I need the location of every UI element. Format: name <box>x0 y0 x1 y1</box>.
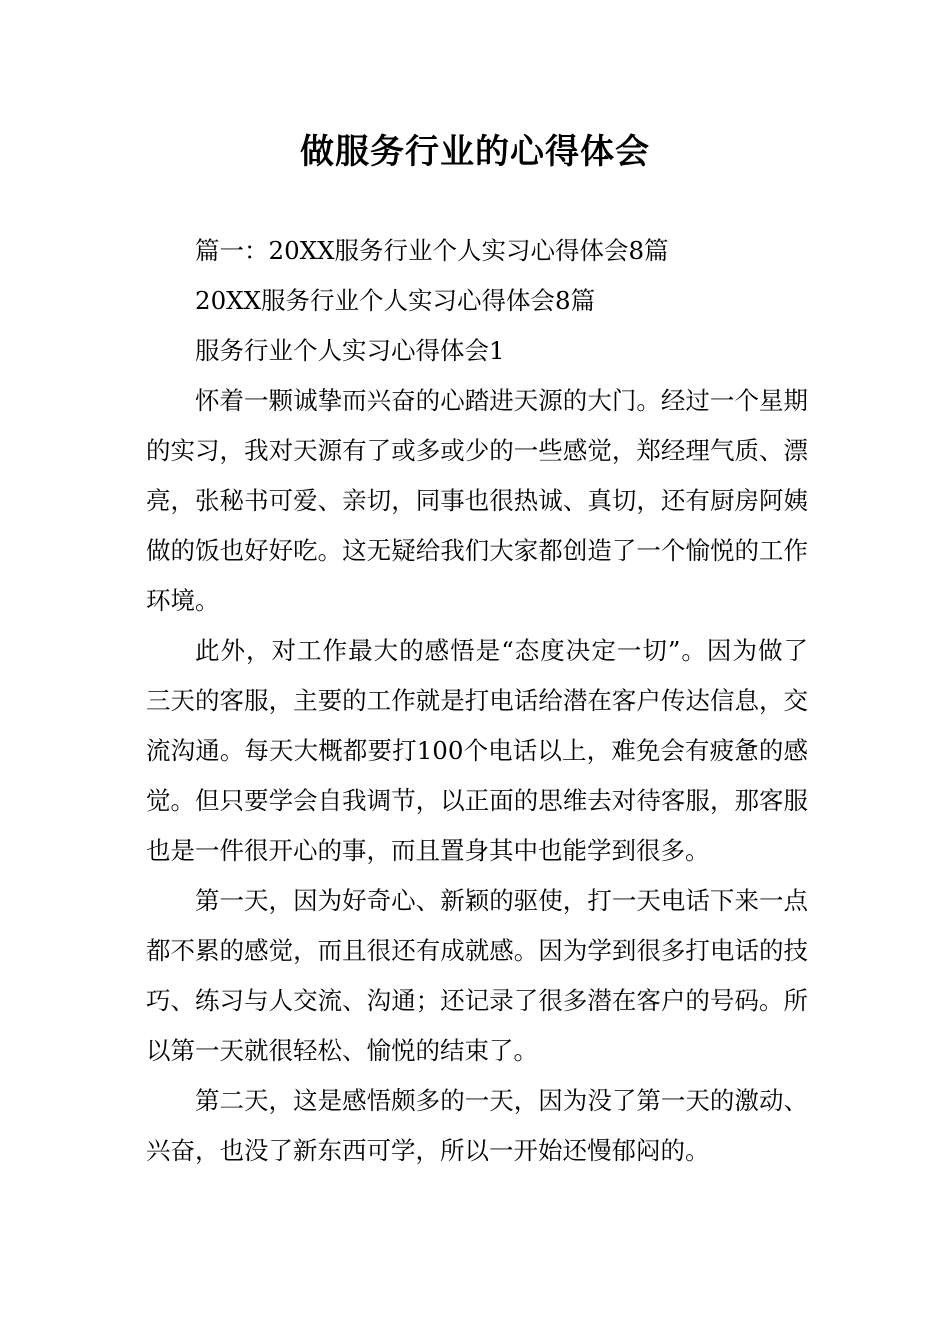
paragraph-4: 怀着一颗诚挚而兴奋的心踏进天源的大门。经过一个星期的实习，我对天源有了或多或少的一些感觉，郑经理气质、漂亮，张秘书可爱、亲切，同事也很热诚、真切，还有厨房阿姨做的饭也好好吃。这无疑给我们大家都创造了一个愉悦的工作环境。 <box>146 386 808 615</box>
document-body <box>146 226 808 1176</box>
paragraph-5: 此外，对工作最大的感悟是“态度决定一切”。因为做了三天的客服，主要的工作就是打电话给潜在客户传达信息，交流沟通。每天大概都要打100个电话以上，难免会有疲惫的感觉。但只要学会自我调节，以正面的思维去对待客服，那客服也是一件很开心的事，而且置身其中也能学到很多。 <box>146 636 808 865</box>
paragraph-6: 第一天，因为好奇心、新颖的驱使，打一天电话下来一点都不累的感觉，而且很还有成就感。因为学到很多打电话的技巧、练习与人交流、沟通；还记录了很多潜在客户的号码。所以第一天就很轻松、愉悦的结束了。 <box>146 886 808 1065</box>
paragraph-1: 篇一：20XX服务行业个人实习心得体会8篇 <box>195 236 669 265</box>
paragraph-2: 20XX服务行业个人实习心得体会8篇 <box>195 286 596 315</box>
paragraph-7: 第二天，这是感悟颇多的一天，因为没了第一天的激动、兴奋，也没了新东西可学，所以一开始还慢郁闷的。 <box>146 1086 808 1165</box>
paragraph-3: 服务行业个人实习心得体会1 <box>195 336 505 365</box>
document-title: 做服务行业的心得体会 <box>300 132 650 172</box>
